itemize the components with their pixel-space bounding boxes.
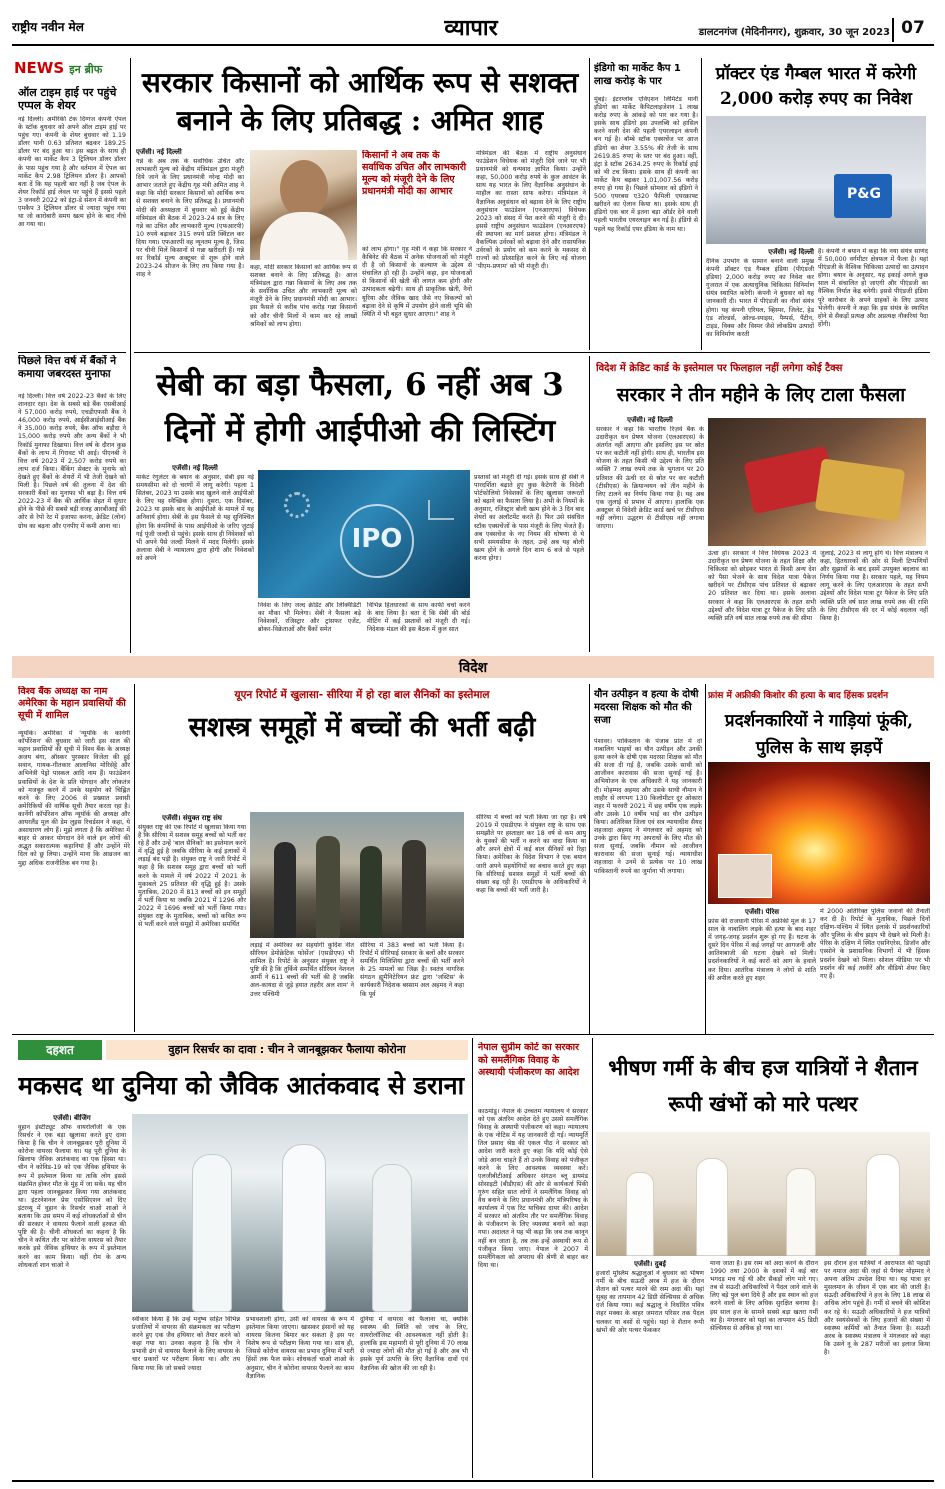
dateline: डालटनगंज (मेदिनीनगर), शुक्रवार, 30 जून 2023 — [698, 27, 890, 38]
oscar-headline: विश्व बैंक अध्यक्ष का नाम अमेरिका के महान प्रवासियों की सूची में शामिल — [18, 686, 126, 721]
indigo-left-rule — [589, 58, 590, 350]
fighter-4 — [402, 840, 426, 938]
shah-dateline: एजेंसी। नई दिल्ली — [136, 148, 182, 156]
france-riot-photo — [708, 762, 930, 904]
page-number-divider — [892, 18, 894, 42]
apple-body: नई दिल्ली। अमेरिकी टेक दिग्गज कंपनी ऐपल के स्टॉक बुधवार को अपने ऑल टाइम हाई पर पहुंच गए। कंपनी के शेयर बुधवार को 1.19 डॉलर यानी 0.63 प्रतिशत बढ़कर 189.25 डॉलर पर बंद हुआ था। इस बढ़त के साथ ही कंपनी का मार्केट कैप 3 ट्रिलियन डॉलर डॉलर के पास पहुंच गया है और वर्तमान में ऐपल का मार्केट कैप 2.98 ट्रिलियन डॉलर है। आपको बता दें कि यह पहली बार नहीं है जब ऐपल के शेयर रिकॉर्ड हाई लेवल पर पहुंचे हैं इससे पहले 3 जनवरी 2022 को इंट्रा-डे सेशन में कंपनी का एमकैप 3 ट्रिलियन डॉलर से ज्यादा पहुंच गया था जो कारोबारी समय खत्म होने के बाद नीचे आ गया था। — [18, 116, 126, 229]
credit-body-col1: सरकार ने कहा कि भारतीय रिज़र्व बैंक के उदारीकृत धन प्रेषण योजना (एलआरएस) के अंतर्गत नहीं आएगा और इसलिए इस पर स्रोत पर कर कटौती नहीं होगी। साथ ही, भारतीय इस योजना के तहत किसी भी उद्देश्य के लिए प्रति व्यक्ति 7 लाख रुपये तक के भुगतान पर 20 प्रतिशत की ऊंची दर से स्रोत पर कर कटौती (टीसीएस) के क्रियान्वयन को तीन महीने के लिए टालने का निर्णय किया गया है। यह अब एक जुलाई से प्रभाव में आएगा। हालांकि एक अक्टूबर से विदेशी क्रेडिट कार्ड खर्च पर टीसीएस नहीं लगेगा। उद्धरण से टीसीएस नहीं लगाया जाएगा। — [596, 426, 704, 531]
credit-body-col2: ऊंचा हो। सरकार ने वित्त विधेयक 2023 में उदारीकृत धन प्रेषण योजना के तहत शिक्षा और चिकित्सा को छोड़कर भारत से किसी अन्य देश को पैसा भेजने के साथ विदेश यात्रा पैकेज खरीदने पर टीसीएस पांच प्रतिशत से बढ़ाकर 20 प्रतिशत कर दिया था। इसके अलावा सरकार ने कहा कि एलआरएस के तहत सभी उद्देश्यों और विदेश यात्रा टूर पैकेज के लिए प्रति व्यक्ति प्रति वर्ष सात लाख रुपये तक की सीमा — [708, 550, 816, 622]
corona-body-col1: वुहान इंस्टीट्यूट ऑफ वायरोलॉजी के एक रिसर्चर ने एक बड़ा खुलासा करते हुए दावा किया है कि चीन ने जानबूझकर पूरी दुनिया में कोरोना वायरस फैलाया था। यह पूरी दुनिया के खिलाफ जैविक आतंकवाद का एक हिस्सा था। चीन ने कोविड-19 को एक जैविक हथियार के रूप में इस्तेमाल किया था ताकि लोग इससे संक्रमित होकर मौत के मुंह में जा सकें। यह चीन द्वारा पहला जानबूझकर किया गया आतंकवाद था। इंटरनेशनल प्रेस एसोसिएशन को दिए इंटरव्यू में वुहान के रिसर्चर चाओ शाओ ने बताया कि उस समय में कई शोधकर्ताओं से चीन की सरकार ने वायरस फैलाने वाली हरकत की पुष्टि की है। चीनी शोधकर्ता का कहना है कि चीन ने कथित तौर पर कोरोना वायरस को तैयार करके इसे जैविक हथियार के रूप में इस्तेमाल करने का काम किया। वहीं रोम के अन्य शोधकर्ता शान चाओ ने — [18, 1124, 126, 1269]
shah-body-col3: को लाभ होगा।" गृह मंत्री ने कहा कि सरकार ने कैबिनेट की बैठक में अनेक योजनाओं को मंजूरी दी है जो किसानों के कल्याण के उद्देश्य से संचालित हो रही हैं। उन्होंने कहा, इन योजनाओं से किसानों की खेती की लागत कम होगी और उत्पादकता बढ़ेगी। साथ ही प्राकृतिक खेती, नैनो यूरिया और जैविक खाद जैसे नए विकल्पों को बढ़ावा देने से कृषि में उपयोग होने वाली भूमि की स्थिति में भी बहुत सुधार आएगा।" शाह ने — [362, 246, 472, 318]
corona-body-col4: दुनिया में वायरस को फैलाना था, क्योंकि स्वास्थ्य की स्थिति को जांच के लिए, वायरोलॉजिस्ट की आवश्यकता नहीं होती है। हालांकि इस महामारी से पूरी दुनिया में 70 लाख से ज्यादा लोगों की मौत हो गई है और अब भी इसके पूर्ण उत्पत्ति के लिए वैज्ञानिक दावों एवं वैज्ञानिक की खोज की जा रही है। — [360, 1316, 468, 1372]
syria-body-col4: सीरिया में बच्चों को भर्ती किया जा रहा है। वर्ष 2019 में एसडीएफ ने संयुक्त राष्ट्र के साथ एक समझौते पर हस्ताक्षर कर 18 वर्ष से कम आयु के युवकों की भर्ती न करने का वादा किया था और अपने क्षेत्रों में कई बाल सैनिकों को रिहा किया। अमेरिका के विदेश विभाग ने एक बयान जारी अपने सहयोगियों का बचाव करते हुए कहा कि सीरियाई सशस्त्र समूहों में भर्ती बच्चों की संख्या बढ़ रही है। एसडीएफ के अधिकारियों ने कहा कि बच्चों की भर्ती जारी है। — [476, 814, 586, 894]
hajj-body-col1: हजारों मुस्लिम श्रद्धालुओं ने बुधवार को भीषण गर्मी के बीच सऊदी अरब में हज के दौरान शैतान को पत्थर मारने की रस्म अदा की। यहां सुबह का तापमान 42 डिग्री सेल्सियस से अधिक दर्ज किया गया। कई श्रद्धालु ने निर्धारित पवित्र शहर मक्का के बाहर जमरात परिसर तक पैदल चलकर या बसों से पहुंचे। यहां वे शैतान रूपी खंभों की ओर पत्थर फेंककर — [596, 1270, 704, 1334]
syria-headline: सशस्त्र समूहों में बच्चों की भर्ती बढ़ी — [188, 712, 536, 743]
syria-body-col2: लड़ाई में अमेरिका का सहयोगी कुर्दिश नीत सीरियन डेमोक्रेटिक फोर्सेज' (एसडीएफ) भी शामिल है। रिपोर्ट के अनुसार संयुक्त राष्ट्र ने पुष्टि की है कि तुर्किये समर्थित सीरियन नेशनल आर्मी ने 611 बच्चों की भर्ती की है जबकि अल-कायदा से जुड़े हयात तहरीर अल शाम' ने उत्तर पश्चिमी — [250, 942, 354, 998]
syria-dateline: एजेंसी। संयुक्त राष्ट्र संघ — [162, 814, 222, 822]
pilgrim-2 — [696, 1158, 728, 1256]
page-number: 07 — [901, 18, 925, 38]
amit-shah-photo — [250, 150, 357, 260]
left-column-rule — [130, 58, 131, 653]
sebi-body-col4: प्रस्तावों को मंजूरी दी गई। इसके साथ ही सेबी ने पारदर्शिता बढ़ाते हुए कुछ कैटेगरी के विदेशी पोर्टफोलियो निवेशकों के लिए खुलासा जरूरतों को बढ़ाने का फैसला लिया है। अभी के नियमों के अनुसार, रजिस्ट्रार बोली खत्म होने के 3 दिन बाद शेयरों का अलॉटमेंट करते हैं। फिर उसे संबंधित स्टॉक एक्सचेंजों के पास मंजूरी के लिए भेजते हैं। अब एक्सचेंज के नए नियम की घोषणा से ये सभी समयसीमा के तहत, उन्हें अब यह बोली खत्म होने के अगले दिन शाम 6 बजे से पहले करना होगा। — [474, 474, 584, 562]
shah-pullquote: किसानों ने अब तक के सर्वाधिक उचित और लाभकारी मूल्य को मंजूरी देने के लिए प्रधानमंत्री मोदी का आभार — [362, 150, 467, 197]
masthead-rule — [12, 44, 934, 46]
shah-body-col4: मंत्रिमंडल की बैठक में राष्ट्रीय अनुसंधान फाउंडेशन विधेयक को मंजूरी दिये जाने पर भी प्रधानमंत्री को धन्यवाद ज्ञापित किया। उन्होंने कहा, 50,000 करोड़ रुपये के कुल आवंटन के साथ यह भारत के लिए वैज्ञानिक अनुसंधान के माहौल का रास्ता साफ करेगा। मंत्रिमंडल ने वैज्ञानिक अनुसंधान को बढ़ावा देने के लिए राष्ट्रीय अनुसंधान फाउंडेशन (एनआरएफ) विधेयक 2023 को संसद में पेश करने की मंजूरी दे दी। इससे राष्ट्रीय अनुसंधान फाउंडेशन (एनआरएफ) की स्थापना का मार्ग प्रशस्त होगा। मंत्रिमंडल ने वैकल्पिक उर्वरकों को बढ़ावा देने और रासायनिक उर्वरकों के प्रयोग को कम करने के मकसद से राज्यों को प्रोत्साहित करने के लिए नई योजना 'पीएम-प्रणाम' को भी मंजूरी दी। — [476, 150, 586, 271]
pg-body-col2: है। कंपनी ने बयान में कहा कि नया संयंत्र साणंद में 50,000 वर्गमीटर क्षेत्रफल में फैला है। यहां पीएंडजी के वैश्विक चिकित्सा उत्पादों का उत्पादन होगा। बयान के अनुसार, यह इकाई अगले कुछ साल में संचालित हो जाएगी और पीएंडजी का वैश्विक निर्यात केंद्र बनेगी। इससे पीएंडजी इंडिया पूरे कारोबार के अपने ग्राहकों के लिए उत्पाद भेजेगी। कंपनी ने कहा कि इस संयंत्र के स्थापित होने से सैकड़ों प्रत्यक्ष और अप्रत्यक्ष नौकरियां पैदा होंगी। — [818, 248, 928, 328]
hazmat-worker-1 — [192, 1154, 232, 1312]
corona-headline: मकसद था दुनिया को जैविक आतंकवाद से डराना — [18, 1071, 465, 1100]
indigo-body: मुंबई। इंटरग्लोब एविएशन लिमिटेड यानी इंडिगो का मार्केट कैपिटलाइजेशन 1 लाख करोड़ रुपए के आंकड़े को पार कर गया है। इसके साथ इंडिगो इस उपलब्धि को हासिल करने वाली देश की पहली एयरलाइन कंपनी बन गई है। बॉम्बे स्टॉक एक्सचेंज पर आज इंडिगो का शेयर 3.55% की तेजी के साथ 2619.85 रुपए के स्तर पर बंद हुआ। वहीं, इंट्रा डे स्टॉक 2634.25 रुपए के रिकॉर्ड हाई को भी टच किया। इसके साथ ही कंपनी का मार्केट कैप बढ़कर 1,01,007.56 करोड़ रुपए हो गया है। पिछले सोमवार को इंडिगो ने 500 एयरबस ए320 फैमिली एयरक्राफ्ट खरीदने का ऐलान किया था। इसके साथ ही इंडिगो एक बार में इतना बड़ा ऑर्डर देने वाली पहली भारतीय एयरलाइन बन गई है। इंडिगो से पहले यह रिकॉर्ड एयर इंडिया के नाम था। — [594, 96, 698, 233]
sebi-body-col3: विभिन्न हितधारकों के साथ काफी चर्चा करने के बाद लिया है। बता दें कि सेबी की बोर्ड मीटिंग में कई प्रस्तावों को मंजूरी दी गई। निदेशक मंडल की इस बैठक में कुल सात — [367, 602, 470, 634]
pg-body-col1: दैनिक उपभोग के सामान बनाने वाली प्रमुख कंपनी प्रॉक्टर एंड गैम्बल इंडिया (पीएंडजी इंडिया) 2,000 करोड़ रुपए का निवेश कर गुजरात में एक अत्याधुनिक चिकित्सा विनिर्माण संयंत्र स्थापित करेगी। कंपनी ने बुधवार को यह जानकारी दी। भारत में पीएंडजी का नौवां संयंत्र होगा। यह कंपनी एरियल, व्हिस्पर, जिलेट, हेड एंड शोल्डर्स, ओल्ड-स्पाइस, पैम्पर्स, पैंटीन, टाइड, विक्स और विस्पर जैसे लोकप्रिय उत्पादों का विनिर्माण करती — [706, 258, 814, 338]
foreign-section-band — [12, 656, 934, 678]
sebi-dateline: एजेंसी। नई दिल्ली — [172, 464, 218, 472]
hazmat-worker-2 — [282, 1144, 326, 1312]
oscar-right-rule — [134, 684, 135, 1032]
sebi-body-col2: निवेश के लिए जल्द क्रेडिट और लिक्विडिटी का मौका भी मिलेगा। सेबी ने फैसला बड़े निवेशकों, रजिस्ट्रार और ट्रांसफर एजेंट, ब्रोकर-विक्रेताओं और बैंकों समेत — [258, 602, 361, 634]
credit-card-gold — [815, 458, 905, 521]
section-title: व्यापार — [444, 15, 498, 41]
pilgrim-4 — [866, 1154, 900, 1256]
inset-portrait — [718, 854, 772, 898]
banks-body: नई दिल्ली। वित्त वर्ष 2022-23 बैंकों के लिए शानदार रहा। देश के सबसे बड़े बैंक एसबीआई ने 57,000 करोड़ रुपये, एचडीएफसी बैंक ने 46,000 करोड़ रुपये, आईसीआईसीआई बैंक ने 35,000 करोड़ रुपये, बैंक ऑफ बड़ौदा ने 15,000 करोड़ रुपये और अन्य बैंकों ने भी रिकॉर्ड मुनाफा दिखाया। वित्त वर्ष के दौरान कुछ बैंकों के लाभ में गिरावट भी आई। पीएनबी ने वित्त वर्ष 2023 में 2,507 करोड़ रुपये का लाभ दर्ज किया। बैंकिंग सेक्टर के मुनाफे को देखते हुए बैंकों के शेयरों में भी तेजी देखने को मिली है। पिछले वर्ष की तुलना में देश की सरकारी बैंकों का मुनाफा भी बढ़ा है। वित्त वर्ष 2022-23 में बैंक की आर्थिक सेहत में सुधार होने के पीछे की सबसे बड़ी वजह आरबीआई की ओर से रेपो रेट में इजाफा करना, क्रेडिट (लोन) ग्रोथ का बढ़ना और एनपीए में कमी आना था। — [18, 393, 126, 530]
mid-bottom-rule — [12, 1034, 934, 1035]
shah-body-col1: गन्ने के अब तक के सर्वाधिक उचित और लाभकारी मूल्य को केंद्रीय मंत्रिमंडल द्वारा मंजूरी दिये जाने के लिए प्रधानमंत्री नरेन्द्र मोदी का आभार जताते हुए केंद्रीय गृह मंत्री अमित शाह ने कहा कि मोदी सरकार किसानों को आर्थिक रूप से सशक्त बनाने के लिए प्रतिबद्ध है। प्रधानमंत्री मोदी की अध्यक्षता में बुधवार को हुई केंद्रीय मंत्रिमंडल की बैठक में 2023-24 सत्र के लिए गन्ने का उचित और लाभकारी मूल्य (एफआरपी) 10 रुपये बढ़ाकर 315 रुपये प्रति क्विंटल कर दिया गया। एफआरपी वह न्यूनतम मूल्य है, जिस पर चीनी मिलें किसानों से गन्ना खरीदती हैं। गन्ने का रिकॉर्ड मूल्य अक्टूबर से शुरू होने वाले 2023-24 सीजन के लिए तय किया गया है। शाह ने — [136, 158, 244, 279]
teacher-headline: यौन उत्पीड़न व हत्या के दोषी मदरसा शिक्षक को मौत की सजा — [594, 689, 699, 726]
fighter-2 — [316, 836, 340, 938]
apple-headline: ऑल टाइम हाई पर पहुंचे एप्पल के शेयर — [18, 86, 117, 112]
fighter-1 — [274, 842, 296, 938]
france-headline: प्रदर्शनकारियों ने गाड़ियां फूंकी, पुलिस के साथ झड़पें — [724, 711, 914, 758]
brief-divider — [18, 352, 126, 353]
credit-kicker: विदेश में क्रेडिट कार्ड के इस्तेमाल पर फिलहाल नहीं लगेगा कोई टैक्स — [596, 363, 843, 374]
paper-name: राष्ट्रीय नवीन मेल — [12, 20, 84, 34]
portrait-body — [260, 212, 348, 260]
pg-dateline: एजेंसी। नई दिल्ली — [768, 248, 814, 256]
pilgrim-1 — [626, 1172, 654, 1256]
indigo-headline: इंडिगो का मार्केट कैप 1 लाख करोड़ के पार — [594, 63, 681, 87]
hajj-body-col3: इस दौरान हज यात्रियों ने आराफात की पहाड़ी पर नमाज अदा की जहां से पैगंबर मोहम्मद ने अपना अंतिम उपदेश दिया था। यह यात्रा हर मुसलमान के जीवन में एक बार की जाती है। सऊदी अधिकारियों ने हज के लिए 18 लाख से अधिक लोग पहुंचे हैं। गर्मी से बचने की कोशिश कर रहे थे। सऊदी अधिकारियों ने हज यात्रियों और स्वयंसेवकों के लिए हजारों की संख्या में स्वास्थ्य कर्मियों को तैनात किया है। सऊदी अरब के स्वास्थ्य मंत्रालय ने मंगलवार को कहा कि उसने नू के 287 मरीजों का इलाज किया है। — [824, 1260, 930, 1357]
hajj-dateline: एजेंसी। दुबई — [634, 1260, 666, 1268]
credit-headline: सरकार ने तीन महीने के लिए टाला फैसला — [616, 384, 906, 406]
corona-dateline: एजेंसी। बीजिंग — [53, 1114, 91, 1122]
syria-children-photo — [250, 812, 464, 938]
hajj-body-col2: माना जाता है। इस रस्म को अदा करने के दौरान 1990 तथा 2000 के दशकों में कई बार भगदड़ मच गई थी और सैकड़ों लोग मारे गए। तब से सऊदी अधिकारियों ने पैदल जाने वाले के लिए बड़े पुल बना दिये हैं और इस स्थान को हज करने वालों के लिए अधिक सुरक्षित बनाया है। इस साल हज के सामने सबसे बड़ा खतरा गर्मी का है। मंगलवार को यहां का तापमान 45 डिग्री सेल्सियस से अधिक हो गया था। — [710, 1260, 818, 1332]
credit-card-photo — [708, 418, 926, 546]
ipo-photo — [258, 470, 470, 598]
france-body-col2: में 2000 अतिरिक्त पुलिस जवानों की तैनाती कर दी है। रिपोर्ट के मुताबिक, पिछले दिनों दक्षिण-पश्चिम में स्थित इलाके में प्रदर्शनकारियों और पुलिस के बीच झड़प भी देखने को मिली है। पेरिस के दक्षिण में स्थित एसनिएरेस, डिजॉन और एस्सोने के प्रशासनिक विभागों में भी हिंसक प्रदर्शन देखने को मिला। सोशल मीडिया पर भी प्रदर्शन की कई तस्वीरें और वीडियो शेयर किए गए हैं। — [820, 908, 930, 980]
corona-body-col3: प्रभावशाली होगा, उसी को वायरस के रूप में इस्तेमाल किया जाएगा। खासकर इंसानों को यह वायरस कितना बिमार कर सकता है इस पर विशेष रूप से परीक्षण किया गया था। साथ ही, जिससे कोरोना वायरस का प्रभाव दुनिया में भारी हिंसों तक फैल सके। शोधकर्ता चाओ शाओ के अनुसार, चीन ने कोरोना वायरस फैलाने का काम वैज्ञानिक — [246, 1316, 354, 1380]
nepal-right-rule — [592, 1038, 593, 1478]
sebi-body-col1: मार्केट रेगुलेटर के बयान के अनुसार, सेबी इस नई समयसीमा को दो चरणों में लागू करेगी। पहला 1 सितंबर, 2023 या उसके बाद खुलने वाले आईपीओ के लिए यह स्वैच्छिक होगा। दूसरा, एक दिसंबर, 2023 या इसके बाद के आईपीओ के मामले में यह अनिवार्य होगा। सेबी के इस फैसले से यह सुनिश्चित होगा कि कंपनियों के पास आईपीओ के जरिए जुटाई गई पूंजी जल्दी से पहुंचे। इसके साथ ही निवेशकों को भी अपने पैसे जल्दी मिलने में मदद मिलेगी। इसके अलावा सेबी ने न्यायालय द्वारा होगी और निवेशकों को अपने — [136, 474, 254, 562]
credit-body-col3: जुलाई, 2023 से लागू होंगे थे। वित्त मंत्रालय ने कहा, हितधारकों की ओर से मिली टिप्पणियों और सुझावों के बाद इसमें उपयुक्त बदलाव का निर्णय किया गया है। सरकार पहले, यह नियम लागू करने के लिए एलआरएस के तहत सभी उद्देश्यों और विदेश यात्रा टूर पैकेज के लिए प्रति व्यक्ति प्रति वर्ष सात लाख रुपये तक की राशि के लिए टीसीएस की दर में कोई बदलाव नहीं किया है। — [820, 550, 928, 622]
hajj-headline: भीषण गर्मी के बीच हज यात्रियों ने शैतान रूपी खंभों को मारे पत्थर — [608, 1055, 918, 1116]
indigo-right-rule — [701, 58, 702, 350]
wuhan-lab-photo — [132, 1114, 468, 1312]
page-bottom-rule — [12, 1480, 934, 1482]
syria-body-col1: संयुक्त राष्ट्र की एक रिपोर्ट में खुलासा किया गया है कि सीरिया में सशस्त्र समूह बच्चों को भर्ती कर रहे हैं और उन्हें 'बाल सैनिकों' का इस्तेमाल करने में वृद्धि हुई है जबकि सीरिया के कई इलाकों में लड़ाई बंद पड़ी है। संयुक्त राष्ट्र ने जारी रिपोर्ट में कहा है कि सशस्त्र समूह द्वारा बच्चों को भर्ती करने के मामले में वर्ष 2022 में 2021 के मुकाबले 25 प्रतिशत की वृद्धि हुई है। उसके मुताबिक, 2020 में 813 बच्चों को इन समूहों में भर्ती किया था जबकि 2021 में 1296 और 2022 में 1696 बच्चों को भर्ती किया गया। संयुक्त राष्ट्र के मुताबिक, बच्चों को कथित रूप से भर्ती करने वाले समूहों में अमेरिका समर्थित — [138, 824, 246, 929]
fighter-3 — [360, 846, 382, 938]
shah-bottom-rule — [134, 352, 930, 353]
ipo-text: IPO — [351, 524, 403, 554]
news-brief-label — [14, 58, 124, 84]
nepal-headline: नेपाल सुप्रीम कोर्ट का सरकार को समलैंगिक विवाह के अस्थायी पंजीकरण का आदेश — [478, 1042, 580, 1078]
teacher-right-rule — [705, 684, 706, 1034]
pilgrim-3 — [786, 1168, 816, 1256]
hazmat-worker-3 — [372, 1164, 412, 1312]
nepal-left-rule — [472, 1038, 473, 1478]
masthead — [0, 0, 945, 46]
syria-kicker: यूएन रिपोर्ट में खुलासा- सीरिया में हो रहा बाल सैनिकों का इस्तेमाल — [234, 689, 490, 701]
corona-kicker: वुहान रिसर्चर का दावा : चीन ने जानबूझकर फैलाया कोरोना — [106, 1040, 468, 1060]
shah-headline: सरकार किसानों को आर्थिक रूप से सशक्त बनाने के लिए प्रतिबद्ध : अमित शाह — [141, 66, 579, 137]
france-body-col1: फ्रांस की राजधानी पेरिस में अफ्रीकी मूल के 17 साल के नाबालिग लड़के की हत्या के बाद शहर में जगह-जगह प्रदर्शन शुरू हो गए हैं। घटना के दूसरे दिन पेरिस में कई जगहों पर आगजनी और आतिशबाजी की घटना देखने को मिली। प्रदर्शनकारियों ने कई कारों को आग के हवाले कर दिया। आतंरिक मंत्रालय ने लोगों से शांति की अपील करते हुए शहर — [708, 918, 816, 982]
banks-headline: पिछले वित्त वर्ष में बैंकों ने कमाया जबरदस्त मुनाफा — [18, 355, 117, 380]
pg-logo-text: P&G — [847, 186, 881, 202]
pg-photo — [706, 116, 926, 244]
teacher-left-rule — [589, 684, 590, 1034]
sebi-headline: सेबी का बड़ा फैसला, 6 नहीं अब 3 दिनों में होगी आईपीओ की लिस्टिंग — [156, 367, 564, 449]
ipo-chart-icon — [428, 500, 454, 520]
credit-left-rule — [589, 356, 590, 652]
ipo-gear-icon — [284, 492, 310, 518]
hajj-photo — [596, 1132, 930, 1256]
corona-body-col2: स्वीकार किया है कि उन्हें मनुष्य सहित विभिन्न प्रजातियों में वायरस की संक्रमकता का परीक्षण करने हुए एक जैव हथियार को तैयार करने को कहा गया था। उनका कहना है कि चीन ने प्रभावी ढंग से वायरस फैलाने के लिए वायरस के चार प्रकारों पर परीक्षण किया था। और तय किया गया कि जो सबसे ज्यादा — [132, 1316, 240, 1372]
brief-label: इन ब्रीफ — [69, 63, 103, 76]
nepal-body: काठमांडू। नेपाल के उच्चतम न्यायालय ने सरकार को एक अंतरिम आदेश देते हुए उससे समलैंगिक विवाह के अस्थायी पंजीकरण को कहा। न्यायालय के एक नोटिस में यह जानकारी दी गई। न्यायमूर्ति तिल प्रसाद श्रेष्ठ की एकल पीठ ने सरकार को आदेश जारी करते हुए कहा कि यदि कोई ऐसे जोड़े आना चाहते हैं तो उनके विवाह को पंजीकृत करने के लिए आवश्यक व्यवस्था करें। एलजीबीटीआई अधिकार संगठन ब्लू डायमंड सोसाइटी (बीडीएस) की ओर से कार्यकर्ता पिंकी गुरुंग सहित सात लोगों ने समलैंगिक विवाह को वैध बनाने के लिए प्रधानमंत्री और मंत्रिपरिषद के कार्यालय में एक रिट याचिका दायर की। आदेश में सरकार को अंतरिम तौर पर समलैंगिक विवाह के पंजीकरण के लिए व्यवस्था बनाने को कहा गया। अदालत ने यह भी कहा कि जब तक कानून नहीं बन जाता है, तब तक इन्हें अस्थायी रूप से पंजीकृत किया जाए। नेपाल ने 2007 में समलैंगिकता को अपराध की श्रेणी से बाहर कर दिया था। — [478, 1108, 588, 1269]
teacher-body: पेशावर। पाकिस्तान के पंजाब प्रांत में दो नाबालिग भाइयों का यौन उत्पीड़न और उनकी हत्या करने के दोषी एक मदरसा शिक्षक को मौत की सजा दी गई है, जबकि उसके साथी को आजीवन कारावास की सजा सुनाई गई है। अभियोजन के एक अधिकारी ने यह जानकारी दी। मोहम्मद अहमद और उसके साथी नौमान ने लाहौर से लगभग 130 किलोमीटर दूर ओकारा शहर में फरवरी 2021 में छह वर्षीय एक लड़के और उसके 10 वर्षीय भाई का यौन उत्पीड़न किया। अतिरिक्त जिला एवं सत्र न्यायाधीश सैयद शहजादा अहमद ने मंगलवार को अहमद को उनके द्वारा किए गए अपराधों के लिए मौत की सजा सुनाई, जबकि नौमान को आजीवन कारावास की सजा सुनाई गई। न्यायाधीश शहजादा ने उनमें से प्रत्येक पर 10 लाख पाकिस्तानी रुपये का जुर्माना भी लगाया। — [594, 738, 702, 875]
credit-dateline: एजेंसी। नई दिल्ली — [627, 416, 673, 424]
foreign-section-title: विदेश — [458, 660, 488, 676]
france-dateline: एजेंसी। पेरिस — [744, 908, 780, 916]
pg-headline: प्रॉक्टर एंड गैम्बल भारत में करेगी 2,000 करोड़ रुपए का निवेश — [715, 64, 917, 109]
france-kicker: फ्रांस में अफ्रीकी किशोर की हत्या के बाद हिंसक प्रदर्शन — [708, 691, 889, 701]
oscar-body: न्यूयॉर्क। अमेरिका में 'न्यूयॉर्क के कार्नेगी कॉर्पोरेशन' की बुधवार को जारी इस साल की महान प्रवासियों की सूची में विश्व बैंक के अध्यक्ष अजय बंगा, ऑस्कर पुरस्कार विजेता की हुई सवान, गायक-गीतकार आलानिस मोरिसेट्टे और अभिनेत्री पेड्रो पास्कल आदि नाम हैं। फाउंडेशन प्रवासियों के देश के प्रति योगदान और लोकतंत्र को मजबूत करने में उनके सहयोग को चिह्नित करने के लिए 2006 से प्रख्यात प्रवासी अमेरिकियों की वार्षिक सूची तैयार करता रहा है। कार्नेगी कॉर्पोरेशन ऑफ न्यूयॉर्क की अध्यक्ष और आयरलैंड मूल की डेम लुइस रिचर्डसन ने कहा, ये असाधारण लोग हैं। मुझे लगता है कि अमेरिका में बाहर से आकर योगदान देने वाले इन लोगों की अद्भुत सकारात्मक कहानियां हैं और उन्होंने मेरे दिल को छू लिया। उन्होंने माना कि आव्रजन का मुद्दा अधिक राजनीतिक बन गया है। — [18, 730, 130, 867]
syria-body-col3: सीरिया में 383 बच्चों को भर्ती किया है। रिपोर्ट में सीरियाई सरकार के बलों और सरकार समर्थित मिलिशिया द्वारा बच्चों की भर्ती करने के 25 मामलों का जिक्र है। स्वतंत्र नागरिक संगठन ह्यूमैनिटेरियन फ्रंट द्वारा 'जस्टिस' के कार्यकारी निदेशक बस्साम अल अहमद ने कहा कि पूर्व — [360, 942, 464, 998]
portrait-head — [280, 160, 328, 218]
news-label: NEWS — [14, 59, 65, 77]
shah-body-col2: कहा, मोदी सरकार किसानों को आर्थिक रूप से सशक्त बनाने के लिए प्रतिबद्ध है। आज मंत्रिमंडल द्वारा गन्ना किसानों के लिए अब तक के सर्वाधिक उचित और लाभकारी मूल्य को मंजूरी देने के लिए प्रधानमंत्री मोदी का आभार। इस फैसले से करीब पांच करोड़ गन्ना किसानों को और चीनी मिलों में काम कर रहे लाखों श्रमिकों को लाभ होगा। — [250, 264, 357, 328]
corona-tag: दहशत — [18, 1040, 102, 1060]
